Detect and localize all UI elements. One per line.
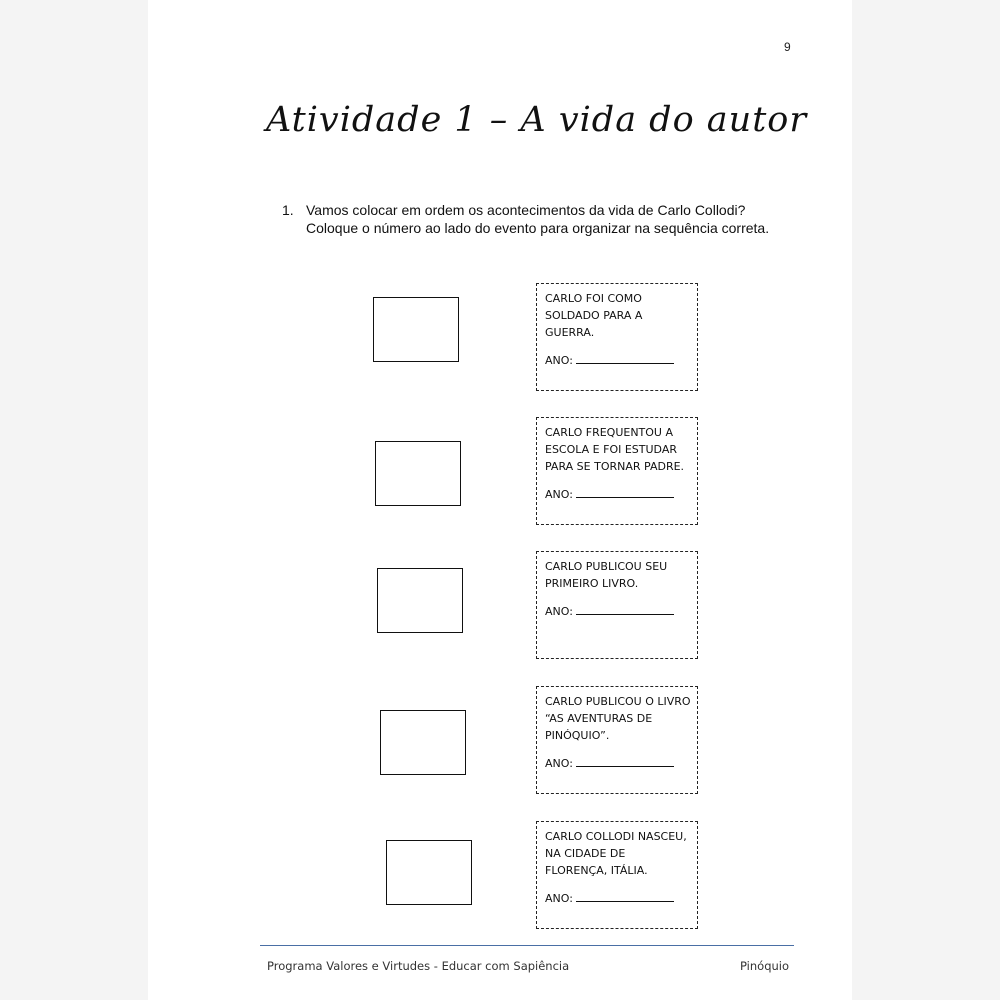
- year-label: ANO:: [545, 605, 573, 618]
- event-card-1: [536, 283, 698, 391]
- question-number: 1.: [282, 202, 294, 218]
- year-field: [545, 602, 689, 620]
- event-text: CARLO FOI COMO SOLDADO PARA A GUERRA.: [545, 292, 643, 339]
- year-label: ANO:: [545, 892, 573, 905]
- year-blank-line[interactable]: [576, 485, 674, 498]
- footer-divider: [260, 945, 794, 946]
- page-number: 9: [784, 40, 791, 54]
- year-field: [545, 889, 689, 907]
- question-line-2: Coloque o número ao lado do evento para organizar na sequência correta.: [306, 220, 770, 236]
- activity-title: Atividade 1 – A vida do autor: [266, 100, 808, 140]
- event-text: CARLO FREQUENTOU A ESCOLA E FOI ESTUDAR PARA SE TORNAR PADRE.: [545, 426, 685, 473]
- event-text: CARLO COLLODI NASCEU, NA CIDADE DE FLORENÇA, ITÁLIA.: [545, 830, 687, 877]
- year-label: ANO:: [545, 757, 573, 770]
- question-line-1: Vamos colocar em ordem os acontecimentos da vida de Carlo Collodi?: [306, 202, 746, 218]
- year-field: [545, 754, 689, 772]
- year-field: [545, 351, 689, 369]
- year-label: ANO:: [545, 354, 573, 367]
- answer-box-3[interactable]: [377, 568, 463, 633]
- event-card-5: [536, 821, 698, 929]
- year-blank-line[interactable]: [576, 754, 674, 767]
- event-card-3: [536, 551, 698, 659]
- question-text: [306, 201, 786, 237]
- year-field: [545, 485, 689, 503]
- event-card-2: [536, 417, 698, 525]
- footer-program-name: Programa Valores e Virtudes - Educar com Sapiência: [267, 959, 570, 973]
- document-page: [148, 0, 852, 1000]
- answer-box-5[interactable]: [386, 840, 472, 905]
- event-text: CARLO PUBLICOU SEU PRIMEIRO LIVRO.: [545, 560, 668, 590]
- event-card-4: [536, 686, 698, 794]
- year-blank-line[interactable]: [576, 602, 674, 615]
- footer-book-title: Pinóquio: [740, 959, 790, 973]
- answer-box-2[interactable]: [375, 441, 461, 506]
- answer-box-1[interactable]: [373, 297, 459, 362]
- answer-box-4[interactable]: [380, 710, 466, 775]
- year-label: ANO:: [545, 488, 573, 501]
- event-text: CARLO PUBLICOU O LIVRO “AS AVENTURAS DE PINÓQUIO”.: [545, 695, 691, 742]
- year-blank-line[interactable]: [576, 889, 674, 902]
- year-blank-line[interactable]: [576, 351, 674, 364]
